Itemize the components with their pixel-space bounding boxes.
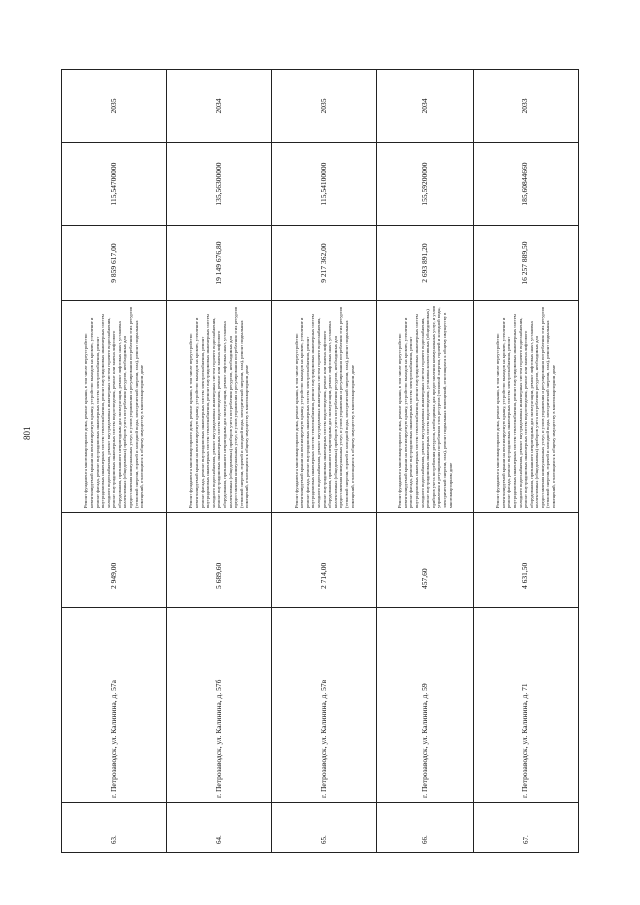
building-area: 2 949,00	[62, 513, 167, 608]
building-address: г. Петрозаводск, ул. Калинина, д. 57б	[167, 608, 272, 803]
row-number: 67.	[473, 803, 578, 853]
repair-cost: 9 217 362,00	[272, 226, 377, 301]
table-row	[473, 70, 578, 853]
repair-works: Ремонт фундамента многоквартирного дома, ремонт крыши, в том числе переустройство невентилируемой крыши на вентилируемую крышу, устройство выходов на кровлю, утепление и ремонт фасада, ремонт внутридомовых инженерных систем электроснабжения, ремонт внутридомовых инженерных систем теплоснабжения, ремонт внутридомовых инженерных систем холодного водоснабжения, ремонт внутридомовых инженерных систем горячего водоснабжения, ремонт внутридомовых инженерных систем водоотведения, ремонт или замена лифтового оборудования, признанного непригодным для эксплуатации, ремонт лифтовых шахт, установка коллективных (общедомовых) приборов учета потребления ресурсов, необходимых для предоставления коммунальных услуг, и узлов управления и регулирования потребления этих ресурсов (тепловой энергии, горячей и холодной воды, электрической энергии, газа), ремонт подвальных помещений, относящихся к общему имуществу в многоквартирном доме	[473, 301, 578, 513]
unit-cost: 115,54700000	[62, 143, 167, 226]
repair-cost: 2 693 891,20	[377, 226, 473, 301]
page-number: 801	[22, 426, 32, 440]
table-row	[167, 70, 272, 853]
repair-year: 2035	[272, 70, 377, 143]
unit-cost: 115,54100000	[272, 143, 377, 226]
row-number: 63.	[62, 803, 167, 853]
repair-cost: 16 257 889,50	[473, 226, 578, 301]
repair-cost: 19 149 676,80	[167, 226, 272, 301]
repair-year: 2034	[167, 70, 272, 143]
row-number: 65.	[272, 803, 377, 853]
row-number: 64.	[167, 803, 272, 853]
building-area: 2 714,00	[272, 513, 377, 608]
building-address: г. Петрозаводск, ул. Калинина, д. 71	[473, 608, 578, 803]
repair-year: 2033	[473, 70, 578, 143]
building-area: 4 631,50	[473, 513, 578, 608]
repair-schedule-table	[61, 69, 579, 853]
building-area: 457,60	[377, 513, 473, 608]
unit-cost: 155,59200000	[377, 143, 473, 226]
repair-year: 2035	[62, 70, 167, 143]
building-address: г. Петрозаводск, ул. Калинина, д. 59	[377, 608, 473, 803]
row-number: 66.	[377, 803, 473, 853]
table-row	[62, 70, 167, 853]
unit-cost: 135,56300000	[167, 143, 272, 226]
building-area: 5 689,60	[167, 513, 272, 608]
repair-works: Ремонт фундамента многоквартирного дома, ремонт крыши, в том числе переустройство невентилируемой крыши на вентилируемую крышу, устройство выходов на кровлю, утепление и ремонт фасада, ремонт внутридомовых инженерных систем электроснабжения, ремонт внутридомовых инженерных систем теплоснабжения, ремонт внутридомовых инженерных систем холодного водоснабжения, ремонт внутридомовых инженерных систем горячего водоснабжения, ремонт внутридомовых инженерных систем водоотведения, установка коллективных (общедомовых) приборов учета потребления ресурсов, необходимых для предоставления коммунальных услуг, и узлов управления и регулирования потребления этих ресурсов (тепловой энергии, горячей и холодной воды, электрической энергии, газа), ремонт подвальных помещений, относящихся к общему имуществу в многоквартирном доме	[377, 301, 473, 513]
building-address: г. Петрозаводск, ул. Калинина, д. 57а	[62, 608, 167, 803]
unit-cost: 185,60844660	[473, 143, 578, 226]
repair-cost: 9 859 617,00	[62, 226, 167, 301]
repair-works: Ремонт фундамента многоквартирного дома, ремонт крыши, в том числе переустройство невентилируемой крыши на вентилируемую крышу, устройство выходов на кровлю, утепление и ремонт фасада, ремонт внутридомовых инженерных систем электроснабжения, ремонт внутридомовых инженерных систем теплоснабжения, ремонт внутридомовых инженерных систем холодного водоснабжения, ремонт внутридомовых инженерных систем горячего водоснабжения, ремонт внутридомовых инженерных систем водоотведения, ремонт или замена лифтового оборудования, признанного непригодным для эксплуатации, ремонт лифтовых шахт, установка коллективных (общедомовых) приборов учета потребления ресурсов, необходимых для предоставления коммунальных услуг, и узлов управления и регулирования потребления этих ресурсов (тепловой энергии, горячей и холодной воды, электрической энергии, газа), ремонт подвальных помещений, относящихся к общему имуществу в многоквартирном доме	[62, 301, 167, 513]
table-row	[377, 70, 473, 853]
rotated-table-frame	[61, 70, 579, 853]
repair-year: 2034	[377, 70, 473, 143]
repair-works: Ремонт фундамента многоквартирного дома, ремонт крыши, в том числе переустройство невентилируемой крыши на вентилируемую крышу, устройство выходов на кровлю, утепление и ремонт фасада, ремонт внутридомовых инженерных систем электроснабжения, ремонт внутридомовых инженерных систем теплоснабжения, ремонт внутридомовых инженерных систем холодного водоснабжения, ремонт внутридомовых инженерных систем горячего водоснабжения, ремонт внутридомовых инженерных систем водоотведения, ремонт или замена лифтового оборудования, признанного непригодным для эксплуатации, ремонт лифтовых шахт, установка коллективных (общедомовых) приборов учета потребления ресурсов, необходимых для предоставления коммунальных услуг, и узлов управления и регулирования потребления этих ресурсов (тепловой энергии, горячей и холодной воды, электрической энергии, газа), ремонт подвальных помещений, относящихся к общему имуществу в многоквартирном доме	[272, 301, 377, 513]
repair-works: Ремонт фундамента многоквартирного дома, ремонт крыши, в том числе переустройство невентилируемой крыши на вентилируемую крышу, устройство выходов на кровлю, утепление и ремонт фасада, ремонт внутридомовых инженерных систем электроснабжения, ремонт внутридомовых инженерных систем теплоснабжения, ремонт внутридомовых инженерных систем холодного водоснабжения, ремонт внутридомовых инженерных систем горячего водоснабжения, ремонт внутридомовых инженерных систем водоотведения, ремонт или замена лифтового оборудования, признанного непригодным для эксплуатации, ремонт лифтовых шахт, установка коллективных (общедомовых) приборов учета потребления ресурсов, необходимых для предоставления коммунальных услуг, и узлов управления и регулирования потребления этих ресурсов (тепловой энергии, горячей и холодной воды, электрической энергии, газа), ремонт подвальных помещений, относящихся к общему имуществу в многоквартирном доме	[167, 301, 272, 513]
table-container	[61, 70, 579, 853]
building-address: г. Петрозаводск, ул. Калинина, д. 57в	[272, 608, 377, 803]
table-row	[272, 70, 377, 853]
